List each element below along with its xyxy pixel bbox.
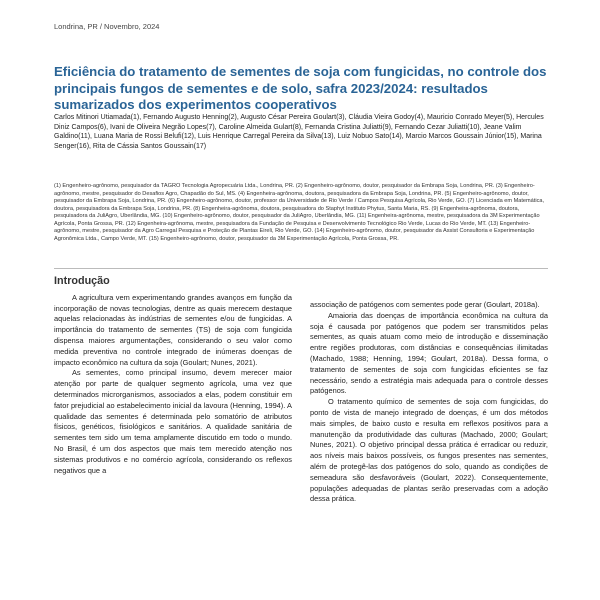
right-column <box>310 300 548 505</box>
location-date: Londrina, PR / Novembro, 2024 <box>54 22 160 31</box>
document-title: Eficiência do tratamento de sementes de soja com fungicidas, no controle dos principais fungos de sementes e de solo, safra 2023/2024: resultados sumarizados dos experimentos cooperativos <box>54 64 547 112</box>
intro-paragraph-2: As sementes, como principal insumo, devem merecer maior atenção por parte de qualquer segmento agrícola, uma vez que determinados microrganismos, associados a elas, podem constituir em fator prejudicial ao estabelecimento inicial da lavoura (Henning, 1994). A qualidade das sementes é determinada pelo somatório de atributos físicos, genéticos, fisiológicos e sanitários. A qualidade sanitária de sementes tem sido um tema amplamente discutido em todo o mundo. No Brasil, é um dos aspectos que mais tem merecido atenção nos sistemas produtivos e no comércio agrícola, considerando os reflexos negativos que a <box>54 368 292 475</box>
author-list: Carlos Mitinori Utiamada(1), Fernando Augusto Henning(2), Augusto César Pereira Goulart(3), Cláudia Vieira Godoy(4), Mauricio Conrado Meyer(5), Hercules Diniz Campos(6), Ivani de Oliveira Negrão Lopes(7), Caroline Almeida Gulart(8), Fernanda Cristina Juliatti(9), Fernando Cezar Juliatti(10), Jeane Valim Galdino(11), Luana Maria de Rossi Belufi(12), Luis Henrique Carregal Pereira da Silva(13), Luiz Nobuo Sato(14), Marcio Marcos Goussain Júnior(15), Marina Senger(16), Rita de Cássia Santos Goussain(17) <box>54 114 544 150</box>
divider <box>54 268 548 269</box>
intro-paragraph-4: O tratamento químico de sementes de soja com fungicidas, do ponto de vista de manejo integrado de doenças, é um dos métodos mais simples, de baixo custo e resulta em reflexos positivos para a manutenção da produtividade das culturas (Machado, 2000; Goulart; Nunes, 2021). O objetivo principal dessa prática é erradicar ou reduzir, aos níveis mais baixos possíveis, os fungos presentes nas sementes, além de protegê-las dos patógenos do solo, quando as condições de semeadura são desfavoráveis (Goulart, 2022). Consequentemente, populações adequadas de plantas serão preservadas com a adoção dessa prática. <box>310 397 548 504</box>
section-heading-introducao: Introdução <box>54 275 110 287</box>
affiliations: (1) Engenheiro-agrônomo, pesquisador da TAGRO Tecnologia Agropecuária Ltda., Londrina, PR. (2) Engenheiro-agrônomo, doutor, pesquisador da Embrapa Soja, Londrina, PR. (3) Engenheiro-agrônomo, mestre, pesquisador do Desafios Agro, Chapadão do Sul, MS. (4) Engenheira-agrônoma, doutora, pesquisadora da Embrapa Soja, Londrina, PR. (5) Engenheiro-agrônomo, doutor, pesquisador da Embrapa Soja, Londrina, PR. (6) Engenheiro-agrônomo, doutor, professor da Universidade de Rio Verde / Campos Pesquisa Agrícola, Rio Verde, GO. (7) Licenciada em Matemática, doutora, pesquisadora da Embrapa Soja, Londrina, PR. (8) Engenheira-agrônoma, doutora, pesquisadora do Staphyt Instituto Phytus, Santa Maria, RS. (9) Engenheira-agrônoma, doutora, pesquisadora da JuliAgro, Uberlândia, MG. (10) Engenheiro-agrônomo, doutor, pesquisador da JuliAgro, Uberlândia, MG. (11) Engenheira-agrônoma, mestre, pesquisadora da 3M Experimentação Agrícola, Ponta Grossa, PR. (12) Engenheira-agrônoma, mestre, pesquisadora da Fundação de Pesquisa e Desenvolvimento Tecnológico Rio Verde, Lucas do Rio Verde, MT. (13) Engenheiro-agrônomo, mestre, pesquisador da Agro Carregal Pesquisa e Proteção de Plantas Eireli, Rio Verde, GO. (14) Engenheiro-agrônomo, doutor, pesquisador da Assist Consultoria e Experimentação Agronômica Ltda., Campo Verde, MT. (15) Engenheiro-agrônomo, doutor, pesquisador da 3M Experimentação Agrícola, Ponta Grossa, PR. <box>54 183 545 242</box>
intro-paragraph-1: A agricultura vem experimentando grandes avanços em função da incorporação de novas tecnologias, dentre as quais merecem destaque aquelas relacionadas às indústrias de sementes e/ou de fungicidas. A importância do tratamento de sementes (TS) de soja com fungicida dispensa maiores argumentações, considerando o seu valor como medida preventiva no controle integrado de inúmeras doenças de impacto econômico na cultura da soja (Goulart; Nunes, 2021). <box>54 292 292 367</box>
intro-paragraph-3: Amaioria das doenças de importância econômica na cultura da soja é causada por patógenos que podem ser transmitidos pelas sementes, as quais atuam como meio de introdução e disseminação entre regiões produtoras, com distâncias e consequências ilimitadas (Machado, 1988; Henning, 1994; Goulart, 2018a). Dessa forma, o tratamento de sementes de soja com fungicidas eficientes se faz necessário, sendo a estratégia mais adequada para o controle desses patógenos. <box>310 310 548 396</box>
left-column <box>54 276 292 476</box>
intro-paragraph-2-cont: associação de patógenos com sementes pode gerar (Goulart, 2018a). <box>310 300 540 309</box>
